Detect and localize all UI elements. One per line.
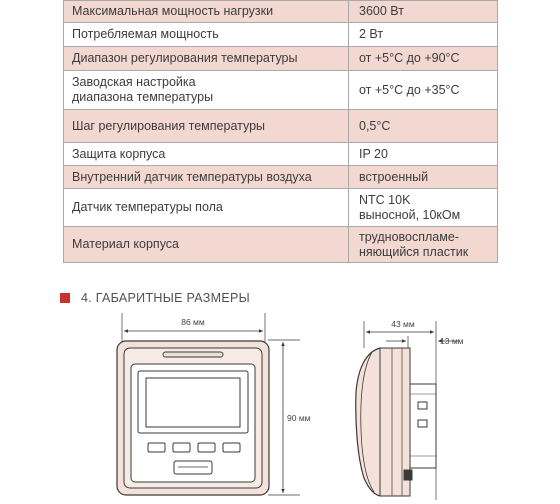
section-title: 4. ГАБАРИТНЫЕ РАЗМЕРЫ (81, 291, 250, 305)
side-mount-body (410, 384, 436, 468)
spec-name: Внутренний датчик температуры воздуха (64, 166, 349, 189)
depth-label: 43 мм (391, 319, 415, 329)
spec-name: Датчик температуры пола (64, 189, 349, 227)
screen (146, 378, 240, 427)
spec-value: NTC 10K выносной, 10кОм (349, 189, 498, 227)
frame-label: 13 мм (440, 336, 464, 346)
side-front-cover (356, 348, 382, 496)
spec-name: Заводская настройка диапазона температуры (64, 71, 349, 110)
side-view (356, 321, 460, 500)
spec-value: встроенный (349, 166, 498, 189)
top-vent (163, 352, 223, 357)
spec-value: 0,5°С (349, 110, 498, 143)
bottom-clip (404, 470, 412, 480)
spec-value: IP 20 (349, 143, 498, 166)
spec-value: 2 Вт (349, 23, 498, 47)
spec-value: трудновоспламе- няющийся пластик (349, 227, 498, 263)
spec-name: Диапазон регулирования температуры (64, 47, 349, 71)
spec-name: Потребляемая мощность (64, 23, 349, 47)
width-label: 86 мм (181, 317, 205, 327)
front-view (117, 313, 300, 495)
spec-name: Шаг регулирования температуры (64, 110, 349, 143)
spec-name: Материал корпуса (64, 227, 349, 263)
height-label: 90 мм (287, 413, 311, 423)
spec-name: Максимальная мощность нагрузки (64, 1, 349, 23)
spec-name: Защита корпуса (64, 143, 349, 166)
spec-value: 3600 Вт (349, 1, 498, 23)
spec-value: от +5°С до +35°С (349, 71, 498, 110)
spec-value: от +5°С до +90°С (349, 47, 498, 71)
